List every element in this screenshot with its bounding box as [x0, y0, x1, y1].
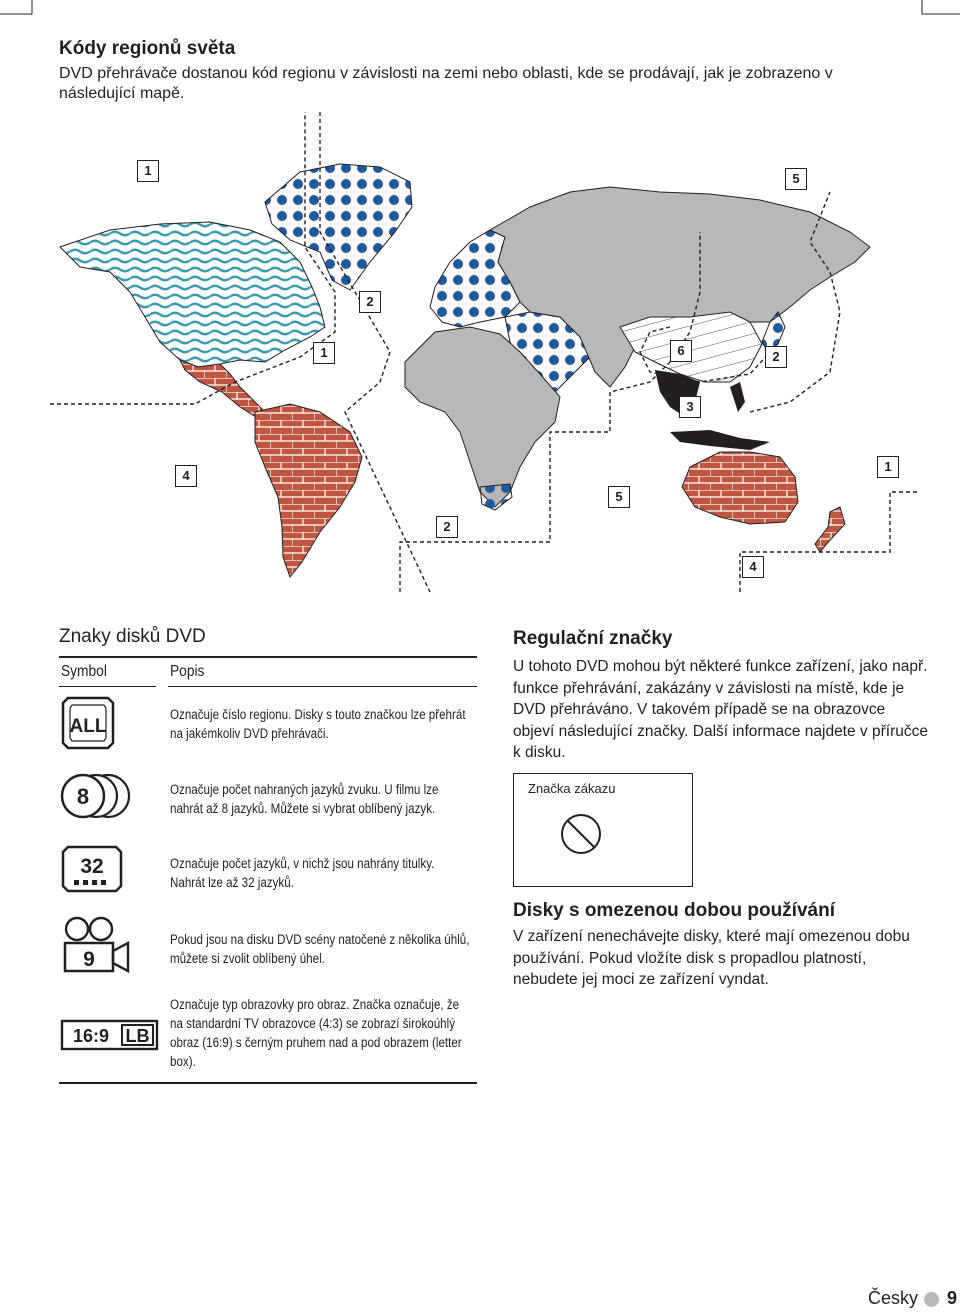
map-region-label: 1	[137, 160, 159, 182]
svg-text:8: 8	[76, 784, 90, 809]
limited-discs-title: Disky s omezenou dobou používání	[513, 900, 835, 921]
regulatory-title: Regulační značky	[513, 628, 673, 649]
table-header-description: Popis	[170, 663, 205, 680]
indonesia-shape	[670, 430, 770, 450]
map-region-label: 5	[785, 168, 807, 190]
table-bottom-rule	[59, 1082, 477, 1084]
row-desc-text: Označuje počet jazyků, v nichž jsou nahrány titulky. Nahrát lze až 32 jazyků.	[170, 856, 435, 890]
svg-text:16:9: 16:9	[72, 1026, 110, 1046]
table-row-description	[170, 705, 471, 743]
map-region-label: 2	[436, 516, 458, 538]
table-row-description	[170, 854, 471, 892]
map-region-label: 2	[765, 346, 787, 368]
disc-marks-title: Znaky disků DVD	[59, 626, 206, 647]
table-header-symbol: Symbol	[61, 663, 107, 680]
region-all-icon	[60, 695, 116, 751]
philippines-shape	[730, 382, 745, 412]
regions-title: Kódy regionů světa	[59, 38, 236, 59]
footer-dot-icon	[924, 1292, 939, 1307]
north-america-shape	[60, 222, 325, 367]
camera-angles-icon	[60, 915, 132, 977]
map-region-label: 1	[313, 342, 335, 364]
regulatory-text: U tohoto DVD mohou být některé funkce zařízení, jako např. funkce přehrávání, zakázány v závislosti na místě, kde je DVD přehráváno. V takovém případě se na obrazovce objeví následující značky. Další informace najdete v příručce k disku.	[513, 658, 928, 761]
map-region-label: 5	[608, 486, 630, 508]
south-africa-shape	[480, 484, 512, 510]
row-desc-text: Pokud jsou na disku DVD scény natočené z několika úhlů, můžete si zvolit oblíbený úhel.	[170, 932, 470, 966]
australia-shape	[682, 452, 798, 524]
row-desc-text: Označuje typ obrazovky pro obraz. Značka označuje, že na standardní TV obrazovce (4:3) se zobrazí širokoúhlý obraz (16:9) s černým pruhem nad a pod obrazem (letter box).	[170, 997, 462, 1069]
table-top-rule	[59, 656, 477, 658]
footer-language: Česky	[868, 1288, 919, 1308]
table-row-description	[170, 995, 471, 1071]
prohibition-mark-label: Značka zákazu	[528, 781, 616, 796]
aspect-ratio-icon	[60, 1018, 160, 1052]
map-region-label: 4	[175, 465, 197, 487]
svg-text:LB: LB	[125, 1026, 150, 1046]
regions-intro: DVD přehrávače dostanou kód regionu v závislosti na zemi nebo oblasti, kde se prodávají, jak je zobrazeno v následující mapě.	[59, 65, 833, 102]
limited-discs-text: V zařízení nenechávejte disky, které mají omezenou dobu používání. Pokud vložíte disk s propadlou platností, nebudete jej moci ze zařízení vyndat.	[513, 928, 910, 988]
svg-text:ALL: ALL	[69, 716, 107, 737]
svg-text:32: 32	[80, 855, 104, 878]
table-row-description	[170, 780, 471, 818]
map-region-label: 3	[679, 396, 701, 418]
prohibition-icon	[559, 812, 603, 856]
map-region-label: 4	[742, 556, 764, 578]
row-desc-text: Označuje číslo regionu. Disky s touto značkou lze přehrát na jakémkoliv DVD přehrávači.	[170, 707, 466, 741]
table-header-rule	[59, 686, 156, 687]
table-row-description	[170, 930, 471, 968]
audio-languages-icon	[58, 771, 148, 821]
crop-marks	[0, 0, 960, 20]
subtitles-icon	[60, 844, 124, 894]
south-america-shape	[255, 404, 362, 577]
map-region-label: 1	[877, 456, 899, 478]
svg-text:9: 9	[83, 948, 95, 971]
new-zealand-shape	[815, 507, 845, 552]
table-header-rule	[168, 686, 477, 687]
prohibition-mark-box	[513, 773, 693, 887]
map-region-label: 2	[359, 291, 381, 313]
page-number: 9	[947, 1288, 958, 1308]
map-region-label: 6	[670, 340, 692, 362]
row-desc-text: Označuje počet nahraných jazyků zvuku. U filmu lze nahrát až 8 jazyků. Můžete si vybrat oblíbený jazyk.	[170, 782, 439, 816]
